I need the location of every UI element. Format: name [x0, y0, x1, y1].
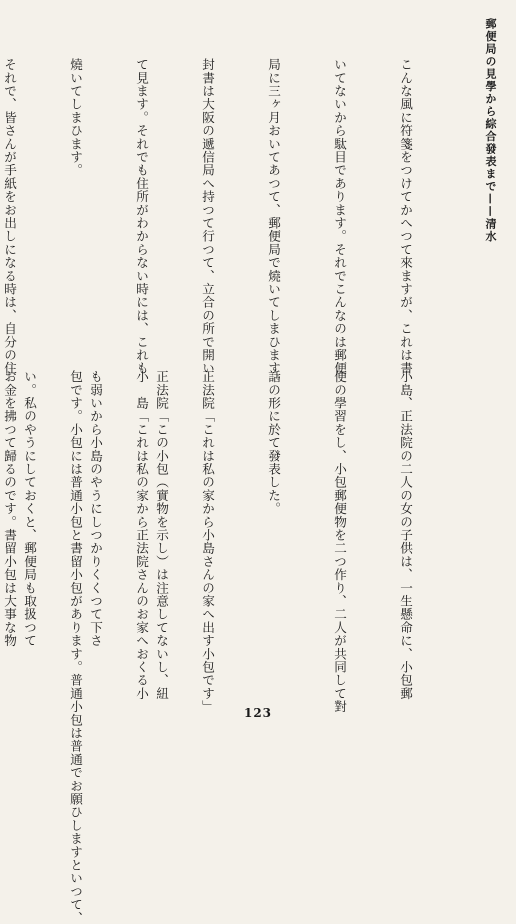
text-line: て見ます。それでも住所がわからない時には、これも [134, 58, 149, 375]
text-line: 話の形に於て發表した。 [266, 370, 281, 516]
text-line: 正法院「これは私の家から小島さんの家へ出す小包です」 [200, 370, 215, 714]
text-line: 小 島「これは私の家から正法院さんのお家へおくる小 [134, 370, 149, 700]
section-gap [24, 346, 486, 347]
text-line: 便の學習をし、小包郵便物を二つ作り、二人が共同して對 [332, 370, 347, 714]
text-line: 燒いてしまひます。 [68, 58, 83, 177]
text-line: い。私のやうにしておくと、郵便局も取扱つて [22, 370, 37, 648]
text-line: いてないから駄目であります。それでこんなのは郵便 [332, 58, 347, 375]
text-line: 正法院「この小包（實物を示し）は注意してないし、紐 [154, 370, 169, 700]
text-line: お金を拂つて歸るのです。書留小包は大事な物 [2, 370, 17, 648]
running-header: 郵便局の見學から綜合發表まで——清水 [484, 18, 497, 243]
upper-text-block [0, 58, 460, 388]
page-number: 123 [243, 706, 273, 720]
text-line: こんな風に符箋をつけてかへつて來ますが、これは書 [398, 58, 413, 375]
lower-left-text-block [0, 370, 216, 924]
text-line: 局に三ヶ月おいてあつて、郵便局で燒いてしまひます。 [266, 58, 281, 388]
text-line: 封書は大阪の遞信局へ持つて行つて、立合の所で開い [200, 58, 215, 375]
text-line: それで、皆さんが手紙をお出しになる時は、自分の住 [2, 58, 17, 375]
text-line: 包です。小包には普通小包と書留小包があります。普通小包は普通でお願ひしますといつて、 [68, 370, 83, 924]
text-line: も弱いから小島のやうにしつかりくくつて下さ [88, 370, 103, 648]
text-line: 小島、正法院の二人の女の子供は、一生懸命に、小包郵 [398, 370, 413, 700]
